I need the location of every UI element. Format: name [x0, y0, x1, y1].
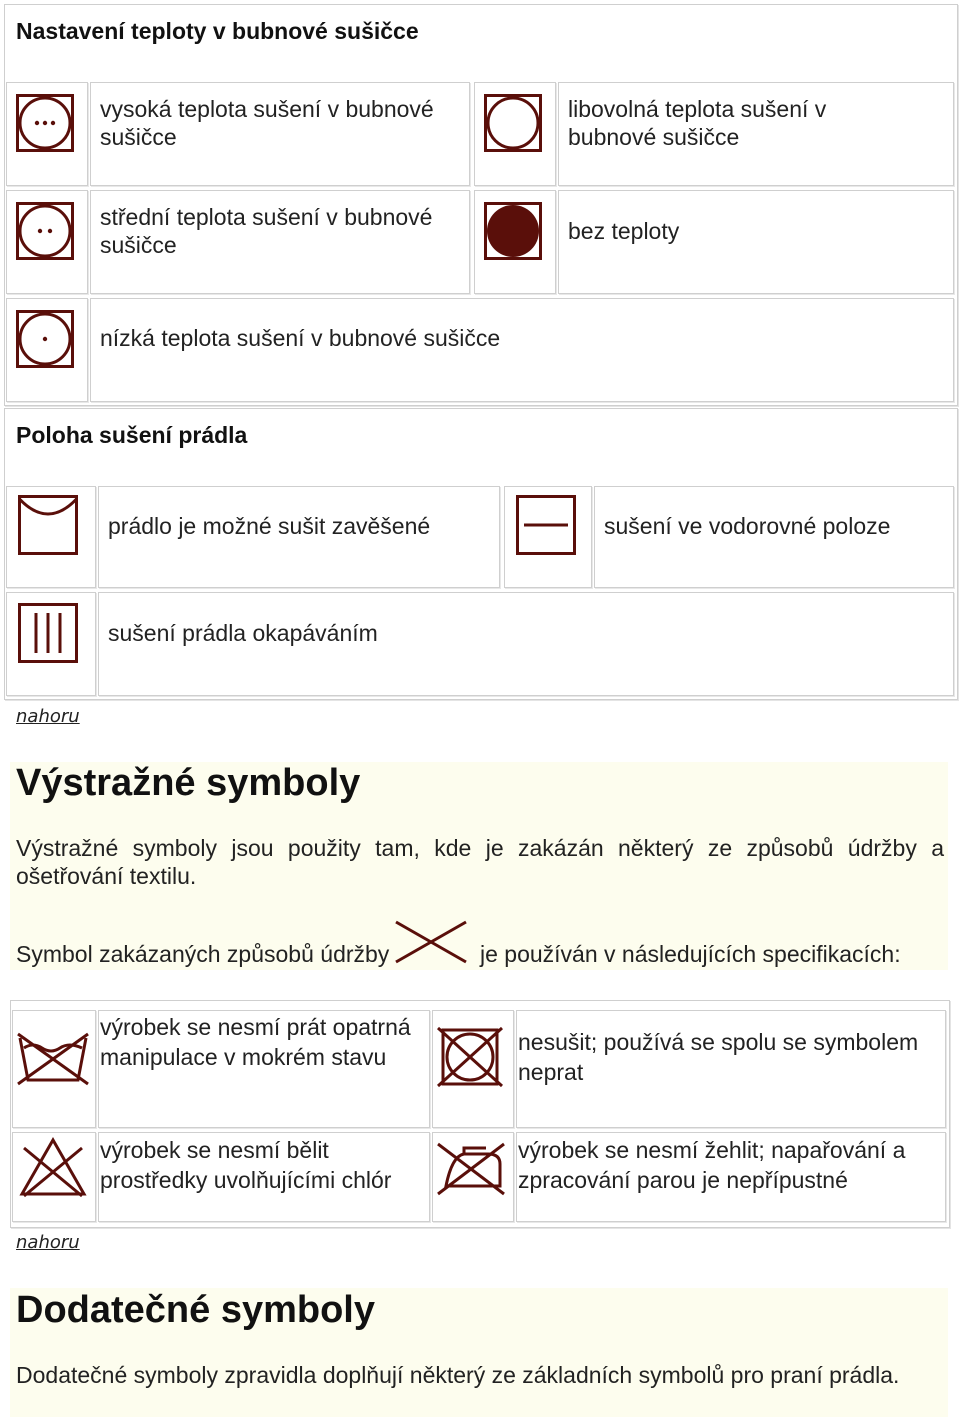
- position-item-label: sušení prádla okapáváním: [108, 620, 378, 646]
- drip-dry-icon: [18, 603, 78, 663]
- do-not-bleach-icon: [18, 1136, 88, 1198]
- prohibition-cross-icon: [394, 918, 468, 964]
- warning-item-label: výrobek se nesmí žehlit; napařování a zpracování parou je nepřípustné: [518, 1137, 906, 1193]
- line-dry-icon: [18, 495, 78, 555]
- tumble-dry-high-icon: [16, 94, 74, 152]
- tumble-dry-medium-icon: [16, 202, 74, 260]
- tumble-item-label: střední teplota sušení v bubnové sušičce: [100, 204, 433, 258]
- tumble-dry-no-heat-icon: [484, 202, 542, 260]
- back-to-top-link[interactable]: nahoru: [16, 706, 80, 727]
- additional-paragraph: Dodatečné symboly zpravidla doplňují některý ze základních symbolů pro praní prádla.: [16, 1362, 900, 1388]
- tumble-item-label: nízká teplota sušení v bubnové sušičce: [100, 325, 501, 351]
- tumble-item-label: bez teploty: [568, 218, 680, 244]
- tumble-dry-title: Nastavení teploty v bubnové sušičce: [16, 18, 419, 44]
- do-not-dry-icon: [436, 1026, 504, 1088]
- do-not-wash-icon: [16, 1030, 90, 1086]
- warning-item-label: výrobek se nesmí bělit prostředky uvolňujícími chlór: [100, 1137, 392, 1193]
- warning-symbol-suffix: je používán v následujících specifikacích:: [480, 941, 901, 967]
- dry-flat-icon: [516, 495, 576, 555]
- position-item-label: sušení ve vodorovné poloze: [604, 513, 891, 539]
- do-not-iron-icon: [434, 1140, 508, 1196]
- tumble-item-label: vysoká teplota sušení v bubnové sušičce: [100, 96, 434, 150]
- position-item-label: prádlo je možné sušit zavěšené: [108, 513, 431, 539]
- tumble-dry-low-icon: [16, 310, 74, 368]
- tumble-dry-any-icon: [484, 94, 542, 152]
- back-to-top-link[interactable]: nahoru: [16, 1232, 80, 1253]
- tumble-item-label: libovolná teplota sušení v bubnové sušičce: [568, 96, 827, 150]
- warning-item-label: nesušit; používá se spolu se symbolem neprat: [518, 1029, 919, 1085]
- drying-position-title: Poloha sušení prádla: [16, 422, 248, 448]
- warning-heading: Výstražné symboly: [16, 762, 361, 804]
- warning-paragraph: Výstražné symboly jsou použity tam, kde je zakázán některý ze způsobů údržby a ošetřování textilu.: [16, 835, 944, 889]
- warning-item-label: výrobek se nesmí prát opatrná manipulace v mokrém stavu: [100, 1014, 411, 1070]
- warning-symbol-prefix: Symbol zakázaných způsobů údržby: [16, 941, 390, 967]
- additional-heading: Dodatečné symboly: [16, 1289, 375, 1331]
